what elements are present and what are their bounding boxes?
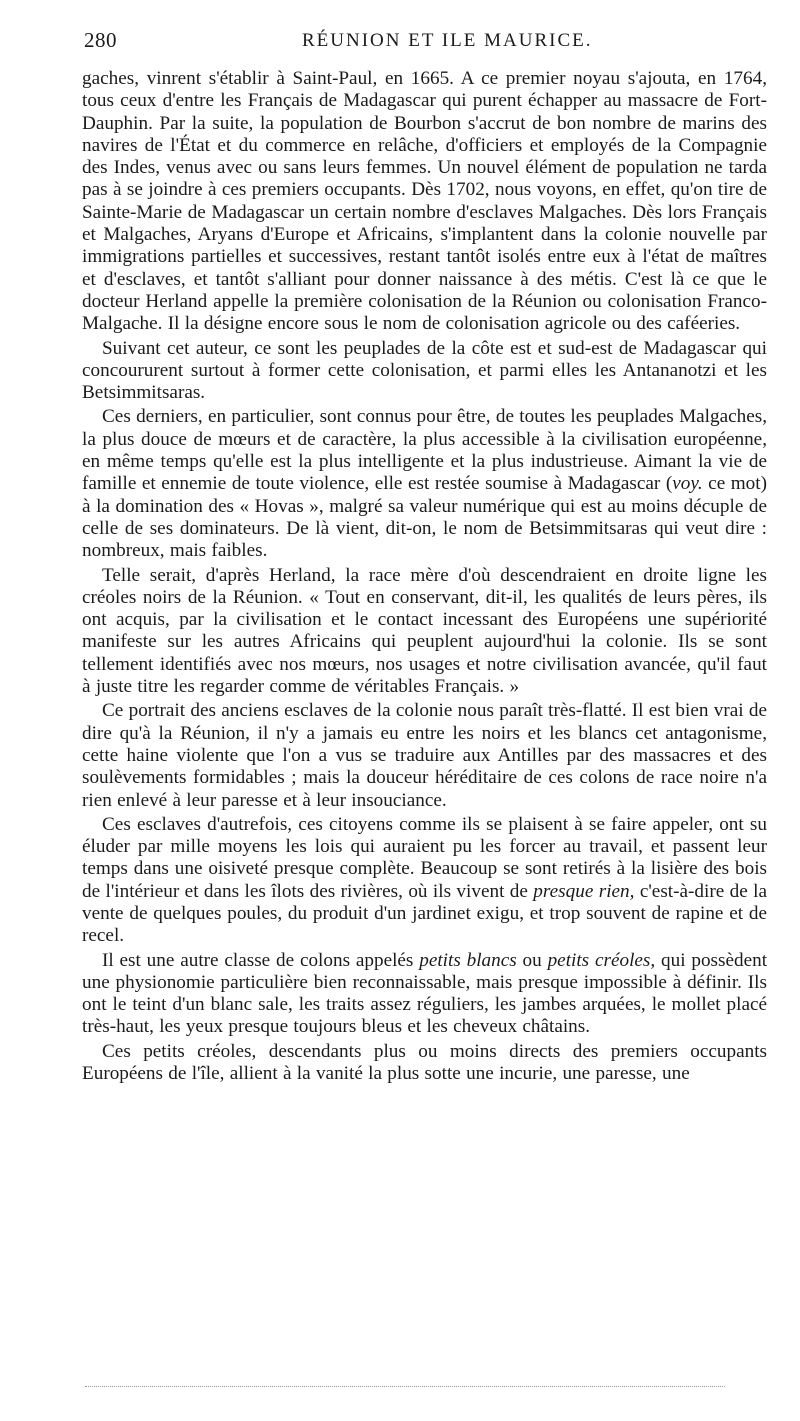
paragraph xyxy=(82,565,767,699)
paragraph xyxy=(82,814,767,948)
italic-text: presque rien, xyxy=(533,880,635,902)
text-run: gaches, vinrent s'établir à Saint-Paul, en 1665. A ce premier noyau s'ajouta, en 1764, tous ceux d'entre les Français de Madagascar qui purent échapper au massacre de Fort-Dauphin. Par la suite, la population de Bourbon s'accrut de bon nombre de marins des navires de l'État et du commerce en relâche, d'officiers et employés de la Compagnie des Indes, venus avec ou sans leurs femmes. Un nouvel élément de population ne tarda pas à se joindre à ces premiers occupants. Dès 1702, nous voyons, en effet, qu'on tire de Sainte-Marie de Madagascar un certain nombre d'esclaves Malgaches. Dès lors Français et Malgaches, Aryans d'Europe et Africains, s'implantent dans la colonie nouvelle par immigrations partielles et successives, restant tantôt isolés entre eux à l'état de maîtres et d'esclaves, et tantôt s'alliant pour donner naissance à des métis. C'est là ce que le docteur Herland appelle la première colonisation de la Réunion ou colonisation Franco-Malgache. Il la désigne encore sous le nom de colonisation agricole ou des caféeries. xyxy=(82,68,767,335)
paragraph xyxy=(82,406,767,562)
book-page xyxy=(82,28,767,1085)
paragraph xyxy=(82,1041,767,1086)
italic-text: voy. xyxy=(672,473,703,495)
text-run: Ce portrait des anciens esclaves de la colonie nous paraît très-flatté. Il est bien vrai de dire qu'à la Réunion, il n'y a jamais eu entre les noirs et les blancs cet antagonisme, cette haine violente que l'on a vus se traduire aux Antilles par des massacres et des soulèvements formidables ; mais la douceur héréditaire de ces colons de race noire n'a rien enlevé à leur paresse et à leur insouciance. xyxy=(82,700,767,811)
text-run: Ces derniers, en particulier, sont connus pour être, de toutes les peuplades Malgaches, la plus douce de mœurs et de caractère, la plus accessible à la civilisation européenne, en même temps qu'elle est la plus intelligente et la plus industrieuse. Aimant la vie de famille et ennemie de toute violence, elle est restée soumise à Madagascar ( xyxy=(82,406,767,495)
paragraph xyxy=(82,700,767,811)
text-run: Il est une autre classe de colons appelés xyxy=(102,949,420,971)
text-run: ou xyxy=(516,949,548,971)
paragraph xyxy=(82,68,767,336)
page-header xyxy=(82,28,767,68)
paragraph xyxy=(82,338,767,405)
text-run: c'est-à-dire de la vente de quelques poules, du produit d'un jardinet exigu, et trop souvent de rapine et de recel. xyxy=(82,880,767,947)
body-text xyxy=(82,68,767,1085)
text-run: qui possèdent une physionomie particulière bien reconnaissable, mais presque impossible à définir. Ils ont le teint d'un blanc sale, les traits assez réguliers, les jambes arquées, le mollet placé très-haut, les yeux presque toujours bleus et les cheveux châtains. xyxy=(82,949,768,1038)
text-run: Ces petits créoles, descendants plus ou moins directs des premiers occupants Européens de l'île, allient à la vanité la plus sotte une incurie, une paresse, une xyxy=(82,1040,767,1085)
text-run: Suivant cet auteur, ce sont les peuplades de la côte est et sud-est de Madagascar qui concoururent surtout à former cette colonisation, et parmi elles les Antananotzi et les Betsimmitsaras. xyxy=(82,337,767,404)
footer-rule xyxy=(85,1386,725,1387)
italic-text: petits blancs xyxy=(419,949,517,971)
page-number: 280 xyxy=(84,28,117,52)
running-head: RÉUNION ET ILE MAURICE. xyxy=(302,30,593,51)
text-run: Ces esclaves d'autrefois, ces citoyens comme ils se plaisent à se faire appeler, ont su éluder par mille moyens les lois qui auraient pu les forcer au travail, et passent leur temps dans une oisiveté presque complète. Beaucoup se sont retirés à la lisière des bois de l'intérieur et dans les îlots des rivières, où ils vivent de xyxy=(82,813,767,902)
paragraph xyxy=(82,950,767,1039)
italic-text: petits créoles, xyxy=(547,949,656,971)
text-run: ce mot) à la domination des « Hovas », malgré sa valeur numérique qui est au moins décuple de celle de ses dominateurs. De là vient, dit-on, le nom de Betsimmitsaras qui veut dire : nombreux, mais faibles. xyxy=(82,473,767,562)
text-run: Telle serait, d'après Herland, la race mère d'où descendraient en droite ligne les créoles noirs de la Réunion. « Tout en conservant, dit-il, les qualités de leurs pères, ils ont acquis, par la civilisation et le contact incessant des Européens une supériorité manifeste sur les autres Africains qui peuplent aujourd'hui la colonie. Ils se sont tellement identifiés avec nos mœurs, nos usages et notre civilisation avancée, qu'il faut à juste titre les regarder comme de véritables Français. » xyxy=(82,564,767,698)
